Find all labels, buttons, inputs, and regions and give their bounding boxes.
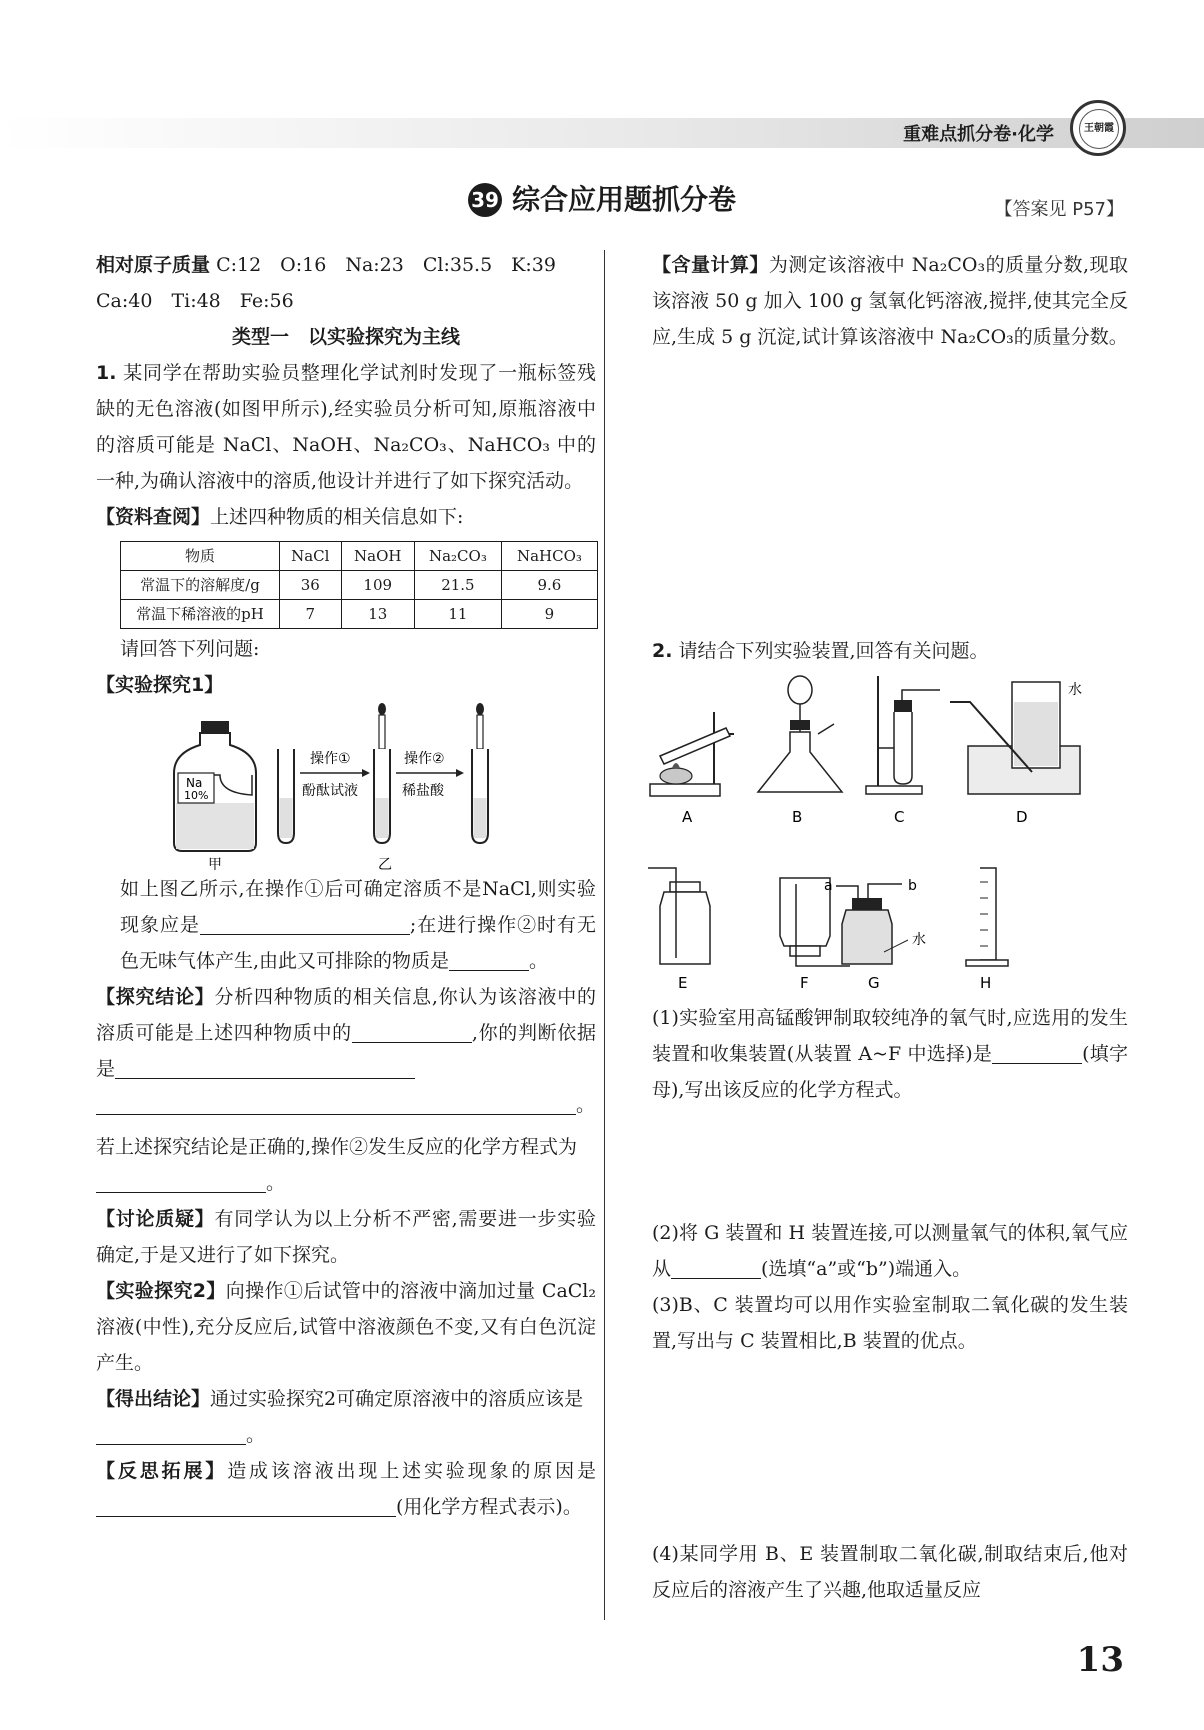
conclusion-b: ,你的判断依据是 <box>96 1022 596 1080</box>
label-b: B <box>792 808 803 826</box>
table-cell: 13 <box>341 600 414 629</box>
period: 。 <box>266 1172 286 1194</box>
reflection-tail: (用化学方程式表示)。 <box>396 1496 582 1518</box>
reflection-text: 造成该溶液出现上述实验现象的原因是 <box>227 1460 596 1482</box>
answer-prompt: 请回答下列问题: <box>120 638 260 660</box>
bottle-label-na: Na <box>186 776 203 790</box>
q2-heading <box>652 633 1128 669</box>
period: 。 <box>576 1094 596 1116</box>
table-header-cell: NaOH <box>341 542 414 571</box>
apparatus-b <box>758 676 842 792</box>
label-a: A <box>682 808 693 826</box>
exp2-tag: 【实验探究2】 <box>96 1280 226 1302</box>
water-label-d: 水 <box>1068 682 1082 698</box>
label-c: C <box>894 808 905 826</box>
q2-text: 请结合下列实验装置,回答有关问题。 <box>678 640 989 662</box>
conclusion-tag: 【探究结论】 <box>96 986 215 1008</box>
solubility-table <box>120 541 598 629</box>
apparatus-f <box>780 878 850 966</box>
answer-blank-6[interactable] <box>96 1170 266 1193</box>
table-row <box>121 571 598 600</box>
left-column <box>96 247 596 1525</box>
publisher-seal-icon <box>1070 100 1126 156</box>
test-tube-1 <box>278 749 294 843</box>
q2-part2-text: (2)将 G 装置和 H 装置连接,可以测量氧气的体积,氧气应从 <box>652 1222 1128 1280</box>
table-cell: 9 <box>501 600 597 629</box>
conclusion-line2 <box>96 1087 596 1123</box>
apparatus-e <box>648 868 710 964</box>
q2-part4 <box>652 1536 1128 1608</box>
atomic-mass-line1: C:12 O:16 Na:23 Cl:35.5 K:39 <box>216 254 556 276</box>
discussion-tag: 【讨论质疑】 <box>96 1208 215 1230</box>
answer-blank-10[interactable] <box>671 1256 761 1279</box>
label-f: F <box>800 974 809 992</box>
answer-blank-1[interactable] <box>200 912 410 935</box>
q1-part-a <box>96 871 596 979</box>
experiment-figure <box>96 703 596 871</box>
table-header-cell: Na₂CO₃ <box>414 542 501 571</box>
apparatus-a <box>650 712 734 796</box>
label-d: D <box>1016 808 1028 826</box>
answer-blank-5[interactable] <box>96 1092 576 1115</box>
table-cell: 11 <box>414 600 501 629</box>
q1-intro-text: 某同学在帮助实验员整理化学试剂时发现了一瓶标签残缺的无色溶液(如图甲所示),经实验员分析可知,原瓶溶液中的溶质可能是 NaCl、NaOH、Na₂CO₃、NaHCO₃ 中的一种,为确认溶液中的溶质,他设计并进行了如下探究活动。 <box>96 362 596 492</box>
discussion <box>96 1201 596 1273</box>
table-cell: 109 <box>341 571 414 600</box>
table-cell: 常温下稀溶液的pH <box>121 600 280 629</box>
reagent2-label: 稀盐酸 <box>402 783 444 799</box>
q1-part-c-text: 。 <box>529 950 549 972</box>
answer-blank-4[interactable] <box>115 1056 415 1079</box>
q2-part4-text: (4)某同学用 B、E 装置制取二氧化碳,制取结束后,他对反应后的溶液产生了兴趣,他取适量反应 <box>652 1543 1128 1601</box>
port-b-label: b <box>908 878 917 894</box>
answer-blank-2[interactable] <box>449 948 529 971</box>
label-g: G <box>868 974 880 992</box>
answer-blank-9[interactable] <box>992 1041 1082 1064</box>
answer-blank-7[interactable] <box>96 1422 246 1445</box>
table-cell: 常温下的溶解度/g <box>121 571 280 600</box>
apparatus-h <box>966 868 1008 966</box>
conclusion <box>96 979 596 1087</box>
apparatus-d <box>950 682 1080 794</box>
test-tube-2 <box>374 703 390 843</box>
label-h: H <box>980 974 992 992</box>
op1-label: 操作① <box>310 751 351 767</box>
water-label-g: 水 <box>912 932 926 948</box>
table-cell: 36 <box>280 571 342 600</box>
caption-yi: 乙 <box>378 857 392 871</box>
section-heading: 类型一 以实验探究为主线 <box>231 326 460 348</box>
exp2 <box>96 1273 596 1381</box>
q2-number: 2. <box>652 640 673 662</box>
q2-part3: (3)B、C 装置均可以用作实验室制取二氧化碳的发生装置,写出与 C 装置相比,B 装置的优点。 <box>652 1294 1128 1352</box>
seal-text: 王朝霞 <box>1079 109 1119 149</box>
table-header-cell: NaCl <box>280 542 342 571</box>
atomic-mass-line2: Ca:40 Ti:48 Fe:56 <box>96 290 294 312</box>
period: 。 <box>246 1424 266 1446</box>
table-cell: 21.5 <box>414 571 501 600</box>
page-number: 13 <box>1076 1640 1124 1680</box>
atomic-mass-label: 相对原子质量 <box>96 254 211 276</box>
test-tube-3 <box>472 703 488 843</box>
caption-jia: 甲 <box>208 857 222 871</box>
reflection <box>96 1453 596 1525</box>
table-header-cell: NaHCO₃ <box>501 542 597 571</box>
result-text: 通过实验探究2可确定原溶液中的溶质应该是 <box>210 1388 584 1410</box>
calc-text: 为测定该溶液中 Na₂CO₃的质量分数,现取该溶液 50 g 加入 100 g 氢氧化钙溶液,搅拌,使其完全反应,生成 5 g 沉淀,试计算该溶液中 Na₂CO₃的质量分数。 <box>652 254 1128 348</box>
table-row <box>121 600 598 629</box>
answer-blank-3[interactable] <box>352 1020 472 1043</box>
result-tag: 【得出结论】 <box>96 1388 211 1410</box>
q2-part1 <box>652 1000 1128 1108</box>
equation-prompt-text: 若上述探究结论是正确的,操作②发生反应的化学方程式为 <box>96 1136 578 1158</box>
title-number-badge: 39 <box>468 183 502 217</box>
exp1-tag: 【实验探究1】 <box>96 674 224 696</box>
calc-tag: 【含量计算】 <box>652 254 769 276</box>
q2-part1-tail: (填字母),写出该反应的化学方程式。 <box>652 1043 1128 1101</box>
apparatus-c <box>866 676 940 794</box>
apparatus-g <box>820 878 920 964</box>
conclusion-text: 分析四种物质的相关信息,你认为该溶液中的溶质可能是上述四种物质中的 <box>96 986 596 1044</box>
answer-blank-8[interactable] <box>96 1494 396 1517</box>
table-cell: 7 <box>280 600 342 629</box>
label-e: E <box>678 974 688 992</box>
info-line <box>96 499 596 535</box>
table-cell: 9.6 <box>501 571 597 600</box>
q1-part-a-text: 如上图乙所示,在操作①后可确定溶质不是NaCl,则实验现象应是 <box>120 878 596 936</box>
calc <box>652 247 1128 355</box>
discussion-text: 有同学认为以上分析不严密,需要进一步实验确定,于是又进行了如下探究。 <box>96 1208 596 1266</box>
bottle-label-pct: 10% <box>184 789 209 802</box>
q2-part2 <box>652 1215 1128 1359</box>
table-header-cell: 物质 <box>121 542 280 571</box>
q2-part2-tail: (选填“a”或“b”)端通入。 <box>761 1258 972 1280</box>
info-text: 上述四种物质的相关信息如下: <box>210 506 464 528</box>
series-title: 重难点抓分卷·化学 <box>903 124 1054 145</box>
answer-reference: 【答案见 P57】 <box>994 199 1124 220</box>
equation-prompt <box>96 1129 596 1201</box>
result <box>96 1381 596 1453</box>
op2-label: 操作② <box>404 751 445 767</box>
column-divider <box>604 250 605 1620</box>
q1-number: 1. <box>96 362 117 384</box>
exp2-text: 向操作①后试管中的溶液中滴加过量 CaCl₂溶液(中性),充分反应后,试管中溶液颜色不变,又有白色沉淀产生。 <box>96 1280 596 1374</box>
table-header-row <box>121 542 598 571</box>
title-text: 综合应用题抓分卷 <box>511 183 736 216</box>
q2-part1-text: (1)实验室用高锰酸钾制取较纯净的氧气时,应选用的发生装置和收集装置(从装置 A~F 中选择)是 <box>652 1007 1128 1065</box>
reflection-tag: 【反思拓展】 <box>96 1460 228 1482</box>
q1-intro <box>96 355 596 499</box>
info-tag: 【资料查阅】 <box>96 506 211 528</box>
apparatus-figure <box>640 672 1130 994</box>
atomic-mass <box>96 247 596 283</box>
q1-part-b-text: ;在进行操作②时有无色无味气体产生,由此又可排除的物质是 <box>120 914 596 972</box>
port-a-label: a <box>824 878 833 894</box>
reagent1-label: 酚酞试液 <box>302 783 358 799</box>
right-column <box>652 247 1128 355</box>
